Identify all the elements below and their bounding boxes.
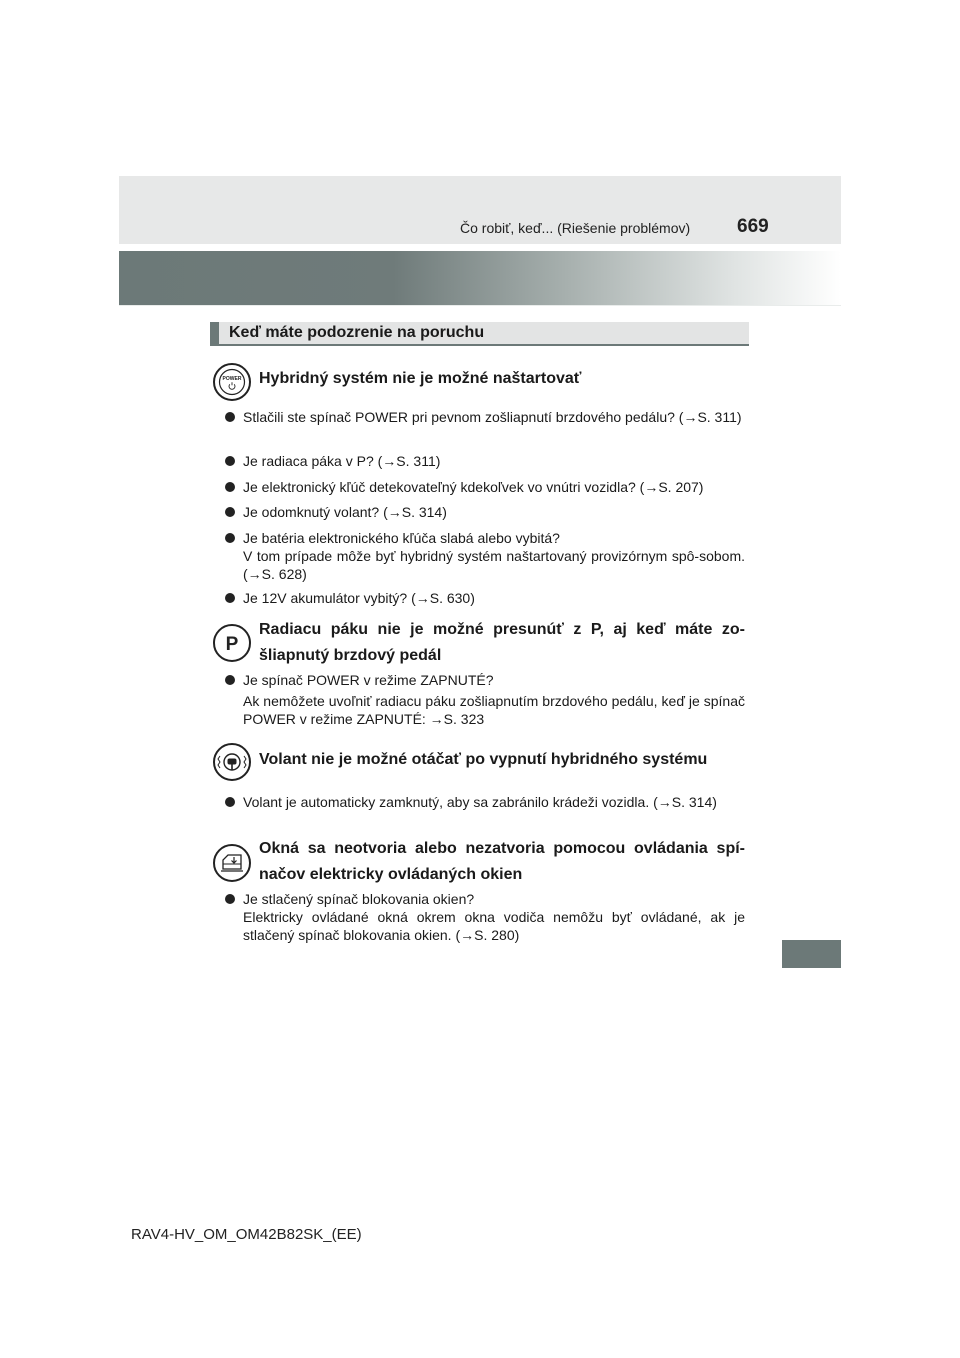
bullet xyxy=(225,482,235,492)
power-icon-label: POWER xyxy=(222,376,242,382)
document-code: RAV4-HV_OM_OM42B82SK_(EE) xyxy=(131,1226,362,1243)
shift-icon-label: P xyxy=(225,634,239,655)
list-item: Je spínač POWER v režime ZAPNUTÉ? xyxy=(243,672,494,688)
problem-heading-3: Volant nie je možné otáčať po vypnutí hybridného systému xyxy=(259,751,708,768)
list-item: Je radiaca páka v P? (→S. 311) xyxy=(243,453,441,469)
bullet xyxy=(225,412,235,422)
bullet xyxy=(225,456,235,466)
bullet xyxy=(225,507,235,517)
section-title: Keď máte podozrenie na poruchu xyxy=(229,324,485,341)
bullet xyxy=(225,797,235,807)
problem-heading-1: Hybridný systém nie je možné naštartovať xyxy=(259,370,582,387)
list-item-continuation: Ak nemôžete uvoľniť radiacu páku zošliapnutím brzdového pedálu, keď je spínač POWER v režime ZAPNUTÉ: →S. 323 xyxy=(243,693,745,727)
bullet xyxy=(225,675,235,685)
bullet xyxy=(225,894,235,904)
list-item: Je elektronický kľúč detekovateľný kdekoľvek vo vnútri vozidla? (→S. 207) xyxy=(243,479,704,495)
page-number: 669 xyxy=(737,216,769,237)
steering-lock-icon xyxy=(213,743,251,781)
header-title: Čo robiť, keď... (Riešenie problémov) xyxy=(460,220,691,236)
shift-p-icon xyxy=(213,624,251,662)
list-item: Je 12V akumulátor vybitý? (→S. 630) xyxy=(243,590,475,606)
list-item-continuation: Elektricky ovládané okná okrem okna vodiča nemôžu byť ovládané, ak je stlačený spínač blokovania okien. (→S. 280) xyxy=(243,909,745,943)
section-header xyxy=(210,322,749,346)
problem-heading-4: Okná sa neotvoria alebo nezatvoria pomocou ovládania spí-načov elektricky ovládaných okien xyxy=(259,840,745,883)
list-item-continuation: V tom prípade môže byť hybridný systém naštartovaný provizórnym spô-sobom. (→S. 628) xyxy=(243,548,745,582)
list-item: Je odomknutý volant? (→S. 314) xyxy=(243,504,447,520)
list-item: Volant je automaticky zamknutý, aby sa zabránilo krádeži vozidla. (→S. 314) xyxy=(243,794,717,810)
bullet xyxy=(225,533,235,543)
list-item: Je batéria elektronického kľúča slabá alebo vybitá? xyxy=(243,530,560,546)
list-item: Stlačili ste spínač POWER pri pevnom zošliapnutí brzdového pedálu? (→S. 311) xyxy=(243,409,742,425)
problem-heading-2: Radiacu páku nie je možné presunúť z P, aj keď máte zo-šliapnutý brzdový pedál xyxy=(259,621,745,664)
window-lock-icon xyxy=(213,844,251,882)
chapter-side-tab xyxy=(782,940,841,968)
power-button-icon xyxy=(213,363,251,401)
list-item: Je stlačený spínač blokovania okien? xyxy=(243,891,475,907)
chapter-gradient-band xyxy=(119,251,841,305)
divider xyxy=(119,305,841,306)
bullet xyxy=(225,593,235,603)
